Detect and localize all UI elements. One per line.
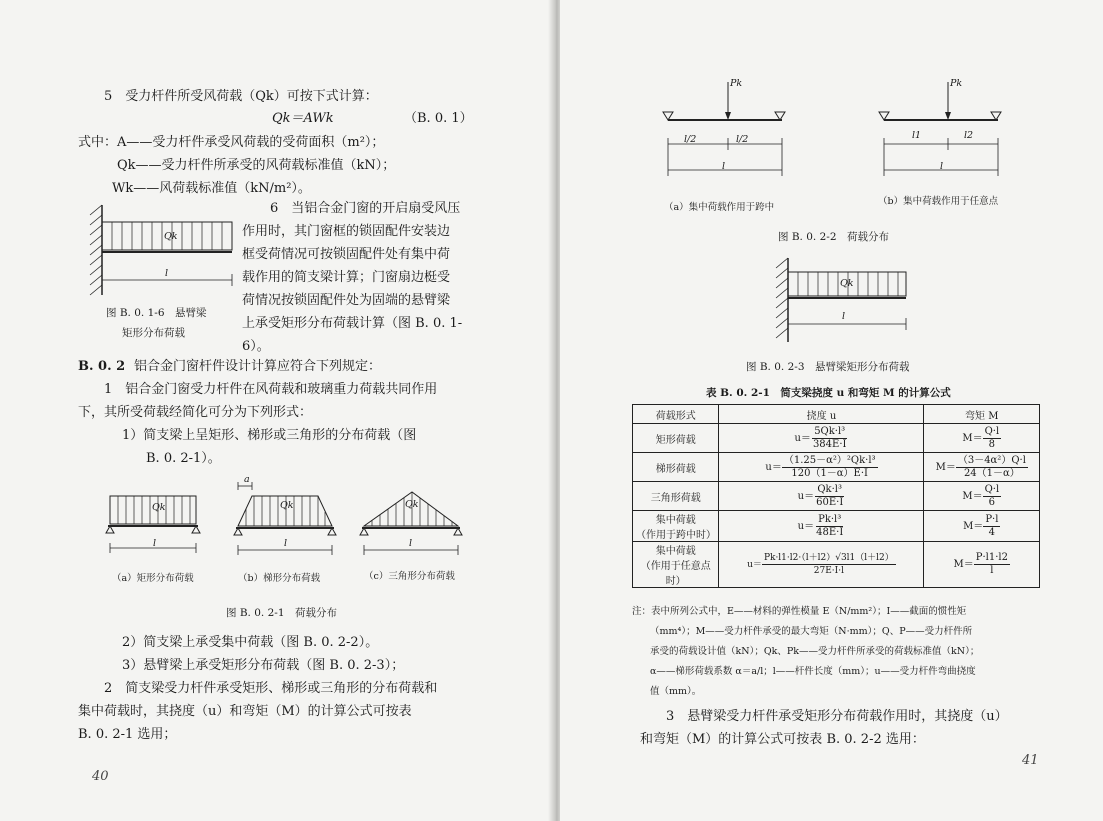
page-number-right: 41: [1022, 753, 1039, 768]
item-1-2: 2）简支梁上承受集中荷载（图 B. 0. 2-2）。: [122, 635, 379, 650]
u-prefix: u＝: [797, 520, 815, 532]
fig-b016-cantilever: [88, 200, 238, 300]
table-row: [633, 424, 1040, 453]
fig-b-caption: （b）梯形分布荷载: [238, 573, 321, 584]
u-numerator: Pk·l1·l2·（l＋l2）√3l1（l＋l2）: [763, 553, 894, 563]
u-denominator: 120（1－α）E·I: [791, 467, 868, 479]
section-b02-number: B. 0. 2: [78, 359, 126, 374]
m-fraction: [983, 514, 1000, 539]
fig-c-l: l: [409, 538, 413, 549]
m-prefix: M＝: [962, 432, 983, 444]
para-1-line-1: 1 铝合金门窗受力杆件在风荷载和玻璃重力荷载共同作用: [104, 382, 438, 397]
m-fraction: [956, 455, 1028, 480]
row-load-form-note: （作用于任意点时）: [640, 561, 711, 587]
fig-b023-cantilever: [766, 258, 916, 344]
fig16-caption-1: 图 B. 0. 1-6 悬臂梁: [106, 307, 207, 319]
para-2-line-1: 2 简支梁受力杆件承受矩形、梯形或三角形的分布荷载和: [104, 681, 438, 696]
para-2-line-2: 集中荷载时，其挠度（u）和弯矩（M）的计算公式可按表: [78, 704, 412, 719]
where-line-3: Wk——风荷载标准值（kN/m²）。: [112, 181, 311, 196]
row-moment: [924, 482, 1040, 511]
fig23-l: l: [842, 311, 846, 322]
fig22a-half-left: l/2: [684, 134, 697, 145]
m-prefix: M＝: [935, 461, 956, 473]
table-title: 表 B. 0. 2-1 简支梁挠度 u 和弯矩 M 的计算公式: [706, 387, 951, 399]
fig22a-l: l: [722, 161, 726, 172]
row-load-form-text: 三角形荷载: [650, 492, 701, 504]
row-deflection: [719, 453, 924, 482]
note-line-1: 注：表中所列公式中，E——材料的弹性模量 E（N/mm²）；I——截面的惯性矩: [632, 606, 967, 617]
m-prefix: M＝: [962, 490, 983, 502]
u-numerator: （1.25－α²）²Qk·l³: [783, 454, 876, 466]
note-line-4: α——梯形荷载系数 α＝a/l；l——杆件长度（mm）；u——受力杆件弯曲挠度: [650, 666, 976, 677]
formula-b01: Qk＝AWk: [272, 111, 334, 126]
row-load-form-text: 梯形荷载: [655, 463, 696, 475]
row-load-form: [633, 424, 719, 453]
row-load-form-text: 矩形荷载: [655, 434, 696, 446]
row-load-form-text: 集中荷载: [655, 546, 696, 557]
page-number-left: 40: [92, 769, 109, 784]
u-numerator: Qk·l³: [817, 483, 843, 495]
row-load-form-note: （作用于跨中时）: [636, 530, 716, 541]
m-numerator: （3－4α²）Q·l: [957, 454, 1026, 466]
item-6-line-5: 荷情况按锁固配件处为固端的悬臂梁: [242, 293, 451, 308]
m-denominator: 8: [988, 438, 996, 450]
u-prefix: u＝: [765, 461, 782, 473]
fig23-caption: 图 B. 0. 2-3 悬臂梁矩形分布荷载: [746, 361, 910, 373]
u-denominator: 60E·I: [816, 496, 844, 508]
row-deflection: [719, 482, 924, 511]
fig-a-caption: （a）矩形分布荷载: [112, 573, 194, 584]
item-1-1-line-1: 1）简支梁上呈矩形、梯形或三角形的分布荷载（图: [122, 428, 417, 443]
fig22-caption: 图 B. 0. 2-2 荷载分布: [778, 231, 889, 243]
fig-c-qk: Qk: [405, 499, 419, 510]
row-load-form: [633, 511, 719, 542]
u-numerator: Pk·l³: [818, 513, 842, 525]
u-fraction: [814, 484, 845, 509]
u-denominator: 27E·I·l: [813, 566, 844, 576]
para-3-line-1: 3 悬臂梁受力杆件承受矩形分布荷载作用时，其挠度（u）: [666, 709, 1008, 724]
section-b02-text: 铝合金门窗杆件设计计算应符合下列规定：: [134, 359, 382, 374]
fig22b-l2: l2: [964, 130, 974, 141]
m-denominator: 24（1－α）: [963, 467, 1020, 479]
table-row: [633, 542, 1040, 588]
header-load-form: 荷载形式: [633, 405, 719, 424]
fig-c-caption: （c）三角形分布荷载: [364, 571, 455, 582]
m-numerator: P·l: [985, 513, 999, 525]
row-load-form: [633, 542, 719, 588]
fig22a-pk: Pk: [730, 78, 743, 89]
u-fraction: [762, 552, 896, 577]
formula-table: [632, 404, 1040, 588]
u-fraction: [782, 455, 878, 480]
fig-b-l: l: [284, 538, 288, 549]
u-fraction: [814, 514, 845, 539]
u-denominator: 384E·I: [812, 438, 847, 450]
u-numerator: 5Qk·l³: [814, 425, 846, 437]
item-6-line-7: 6）。: [242, 339, 270, 354]
table-row: [633, 511, 1040, 542]
header-deflection: 挠度 u: [719, 405, 924, 424]
fig16-qk-label: Qk: [164, 231, 178, 242]
m-denominator: 4: [988, 526, 996, 538]
m-prefix: M＝: [963, 520, 984, 532]
u-prefix: u＝: [797, 490, 815, 502]
m-fraction: [983, 484, 1002, 509]
fig16-l-label: l: [165, 268, 169, 279]
note-line-2: （mm⁴）；M——受力杆件承受的最大弯矩（N·mm）；Q、P——受力杆件所: [650, 626, 973, 637]
formula-number: （B. 0. 1）: [404, 111, 473, 126]
row-moment: [924, 542, 1040, 588]
item-6-line-3: 框受荷情况可按锁固配件处有集中荷: [242, 247, 451, 262]
u-prefix: u＝: [747, 560, 762, 570]
note-line-3: 承受的荷载设计值（kN）；Qk、Pk——受力杆件所承受的荷载标准值（kN）；: [650, 646, 980, 657]
item-1-1-line-2: B. 0. 2-1）。: [146, 451, 221, 466]
row-deflection: [719, 424, 924, 453]
fig22a-caption: （a）集中荷载作用于跨中: [664, 202, 775, 213]
m-denominator: l: [990, 565, 994, 576]
m-numerator: Q·l: [984, 483, 1000, 495]
header-moment: 弯矩 M: [924, 405, 1040, 424]
fig21-caption: 图 B. 0. 2-1 荷载分布: [226, 607, 337, 619]
item-1-3: 3）悬臂梁上承受矩形分布荷载（图 B. 0. 2-3）；: [122, 658, 405, 673]
fig-b021-c-triangular: [358, 486, 468, 560]
fig16-caption-2: 矩形分布荷载: [122, 327, 185, 339]
fig23-qk: Qk: [840, 278, 854, 289]
u-denominator: 48E·I: [816, 526, 844, 538]
item-6-line-6: 上承受矩形分布荷载计算（图 B. 0. 1-: [242, 316, 463, 331]
row-moment: [924, 453, 1040, 482]
table-row: [633, 453, 1040, 482]
item-5: 5 受力杆件所受风荷载（Qk）可按下式计算：: [104, 89, 378, 104]
row-deflection: [719, 511, 924, 542]
u-prefix: u＝: [794, 432, 811, 444]
fig-b-alpha: a: [244, 474, 250, 485]
m-fraction: [974, 552, 1010, 577]
m-numerator: Q·l: [984, 425, 1000, 437]
m-fraction: [983, 426, 1002, 451]
fig-b-qk: Qk: [280, 500, 294, 511]
note-line-5: 值（mm）。: [650, 686, 702, 697]
table-row: [633, 482, 1040, 511]
right-page: [560, 0, 1103, 821]
m-denominator: 6: [988, 496, 996, 508]
row-deflection: [719, 542, 924, 588]
table-header-row: [633, 405, 1040, 424]
para-2-line-3: B. 0. 2-1 选用；: [78, 727, 177, 742]
m-prefix: M＝: [953, 559, 974, 570]
item-6-line-1: 6 当铝合金门窗的开启扇受风压: [270, 201, 461, 216]
fig-a-l: l: [153, 538, 157, 549]
where-line-1: 式中：A——受力杆件承受风荷载的受荷面积（m²）；: [78, 135, 385, 150]
para-3-line-2: 和弯矩（M）的计算公式可按表 B. 0. 2-2 选用：: [640, 732, 925, 747]
item-6-line-2: 作用时，其门窗框的锁固配件安装边: [242, 224, 451, 239]
fig-a-qk: Qk: [152, 502, 166, 513]
row-moment: [924, 424, 1040, 453]
u-fraction: [811, 426, 849, 451]
where-line-2: Qk——受力杆件所承受的风荷载标准值（kN）；: [117, 158, 396, 173]
fig22a-half-right: l/2: [736, 134, 749, 145]
para-1-line-2: 下，其所受荷载经简化可分为下列形式：: [78, 405, 313, 420]
m-numerator: P·l1·l2: [975, 552, 1008, 563]
fig22b-pk: Pk: [950, 78, 963, 89]
row-load-form: [633, 482, 719, 511]
fig22b-l: l: [940, 161, 944, 172]
row-load-form-text: 集中荷载: [655, 515, 696, 526]
fig22b-caption: （b）集中荷载作用于任意点: [878, 196, 999, 207]
row-load-form: [633, 453, 719, 482]
row-moment: [924, 511, 1040, 542]
fig22b-l1: l1: [912, 130, 922, 141]
item-6-line-4: 载作用的简支梁计算；门窗扇边梃受: [242, 270, 451, 285]
